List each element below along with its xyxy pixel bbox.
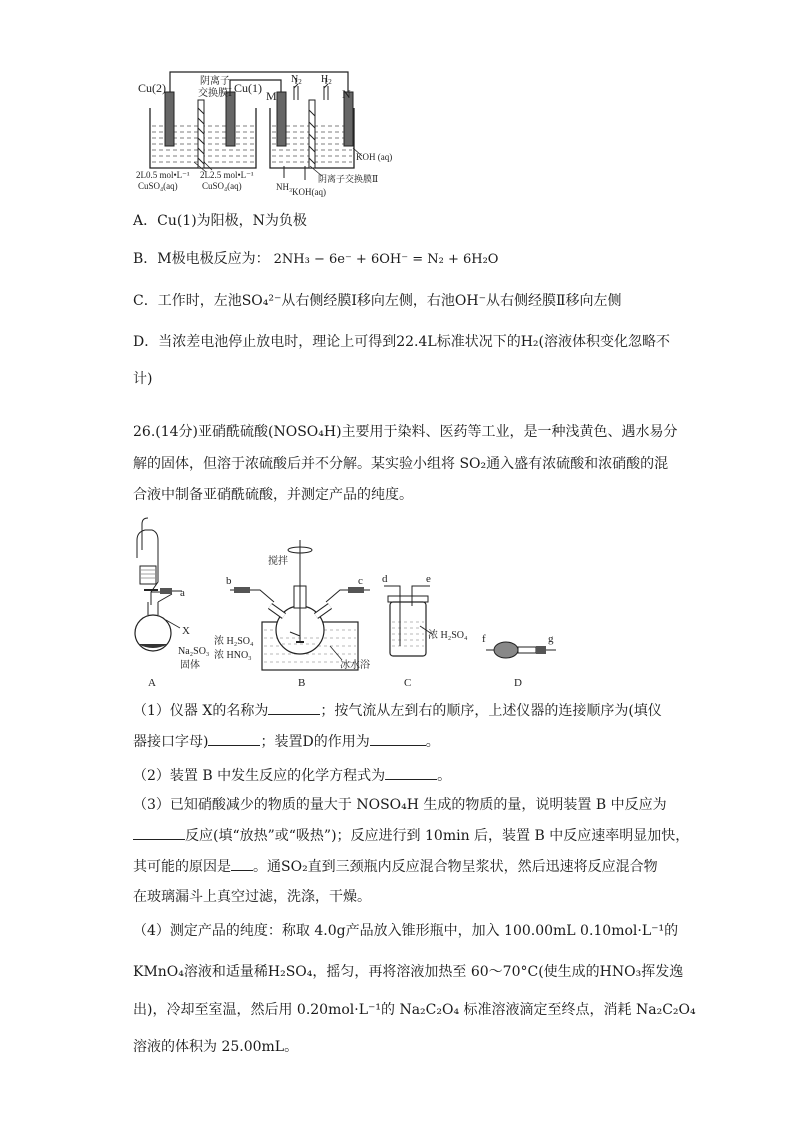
q4-line4: 溶液的体积为 25.00mL。 [133, 1039, 299, 1055]
solid-label: 固体 [180, 660, 200, 671]
cu2-label: Cu(2) [138, 81, 166, 95]
q26-intro-line3: 合液中制备亚硝酰硫酸，并测定产品的纯度。 [133, 487, 413, 503]
h2so4-label: 浓 H₂SO₄ [214, 636, 254, 647]
h2-label: $H_2$ [321, 74, 332, 86]
cu1-label: Cu(1) [234, 81, 262, 95]
q3-line1: （3）已知硝酸减少的物质的量大于 NOSO₄H 生成的物质的量，说明装置 B 中反应为 [133, 797, 667, 813]
q1-line1: （1）仪器 X的名称为 ；按气流从左到右的顺序，上述仪器的连接顺序为(填仪 [133, 700, 662, 722]
option-d-line2: 计) [133, 371, 153, 387]
electrode-M-label: M [266, 89, 277, 103]
apparatus-diagram [0, 510, 794, 690]
left-solution-1-conc: 2L0.5 mol•L⁻¹ [136, 170, 190, 180]
apparatus-d-label: D [514, 677, 522, 689]
hno3-label: 浓 HNO₃ [214, 650, 252, 661]
e-label: e [426, 573, 431, 585]
q1-blank-x[interactable] [268, 700, 320, 715]
left-solution-1-name: CuSO₄(aq) [138, 181, 178, 191]
q3-blank-heat[interactable] [133, 825, 185, 840]
na2so3-label: Na₂SO₃ [178, 646, 210, 657]
membrane1-label-2: 交换膜Ⅰ [198, 88, 232, 99]
left-solution-2-conc: 2L2.5 mol•L⁻¹ [200, 170, 254, 180]
n2-label: $N_2$ [291, 74, 302, 86]
q1-line2: 器接口字母) ；装置D的作用为 。 [133, 731, 440, 753]
q4-line3: 出)，冷却至室温，然后用 0.20mol·L⁻¹的 Na₂C₂O₄ 标准溶液滴定至终点，消耗 Na₂C₂O₄ [133, 1002, 696, 1018]
option-a: A．Cu(1)为阳极，N为负极 [133, 213, 307, 229]
koh-inlet-label: KOH(aq) [292, 187, 326, 197]
q3-blank-reason[interactable] [231, 856, 253, 871]
electrode-N-label: N [342, 87, 351, 101]
option-b-equation: 2NH₃ − 6e⁻ + 6OH⁻ = N₂ + 6H₂O [273, 252, 499, 267]
q26-intro-line1: 26.(14分)亚硝酰硫酸(NOSO₄H)主要用于染料、医药等工业，是一种浅黄色、遇水易分 [133, 424, 678, 440]
c-label: c [358, 575, 363, 587]
apparatus-b-label: B [298, 677, 306, 689]
membrane1-label-1: 阴离子 [200, 76, 230, 87]
q2-blank[interactable] [385, 765, 437, 780]
q1-blank-order[interactable] [208, 731, 260, 746]
q4-line2: KMnO₄溶液和适量稀H₂SO₄，摇匀，再将溶液加热至 60～70°C(使生成的HNO₃挥发逸 [133, 964, 684, 980]
option-b-prefix: B．M极电极反应为： [133, 251, 270, 267]
q4-line1: （4）测定产品的纯度：称取 4.0g产品放入锥形瓶中，加入 100.00mL 0.10mol·L⁻¹的 [133, 923, 679, 939]
apparatus-a-label: A [148, 677, 156, 689]
option-b [133, 248, 498, 271]
c-h2so4-label: 浓 H₂SO₄ [428, 630, 468, 641]
membrane2-label: 阴离子交换膜Ⅱ [318, 174, 379, 184]
a-label: a [180, 587, 185, 599]
q3-line3: 其可能的原因是 。通SO₂直到三颈瓶内反应混合物呈浆状，然后迅速将反应混合物 [133, 856, 658, 878]
d-label: d [382, 573, 388, 585]
ice-bath-label: 冰水浴 [340, 660, 370, 671]
koh-right-label: KOH (aq) [356, 152, 393, 162]
b-label: b [226, 575, 232, 587]
stir-label: 搅拌 [268, 556, 288, 567]
nh3-label: NH₃ [276, 182, 293, 192]
q3-line4: 在玻璃漏斗上真空过滤，洗涤，干燥。 [133, 889, 371, 905]
q1-blank-d[interactable] [370, 731, 426, 746]
q2-line: （2）装置 B 中发生反应的化学方程式为 。 [133, 765, 451, 787]
option-d-line1: D．当浓差电池停止放电时，理论上可得到22.4L标准状况下的H₂(溶液体积变化忽略不 [133, 334, 670, 350]
electrochem-cell-diagram [0, 0, 794, 200]
apparatus-c-label: C [404, 677, 412, 689]
q3-line2: 反应(填“放热”或“吸热”)；反应进行到 10min 后，装置 B 中反应速率明显加快， [133, 825, 689, 847]
left-solution-2-name: CuSO₄(aq) [202, 181, 242, 191]
x-label: X [182, 625, 190, 637]
option-c: C．工作时，左池SO₄²⁻从右侧经膜Ⅰ移向左侧，右池OH⁻从右侧经膜Ⅱ移向左侧 [133, 293, 622, 309]
q26-intro-line2: 解的固体，但溶于浓硫酸后并不分解。某实验小组将 SO₂通入盛有浓硫酸和浓硝酸的混 [133, 456, 669, 472]
g-label: g [548, 633, 554, 645]
f-label: f [482, 633, 486, 645]
